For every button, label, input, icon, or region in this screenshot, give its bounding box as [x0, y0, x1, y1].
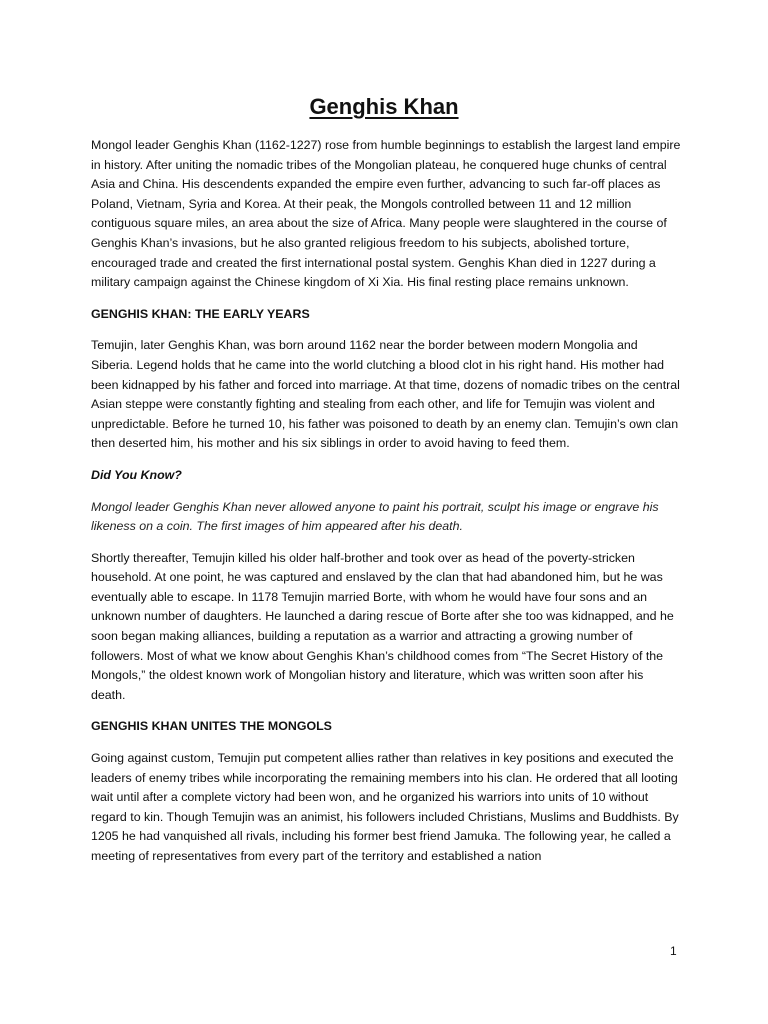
shortly-after-paragraph: Shortly thereafter, Temujin killed his older half-brother and took over as head of the poverty-stricken household. At one point, he was captured and enslaved by the clan that had abandoned him, but he was eventually able to escape. In 1178 Temujin married Borte, with whom he would have four sons and an unknown number of daughters. He launched a daring rescue of Borte after she too was kidnapped, and he soon began making alliances, building a reputation as a warrior and attracting a growing number of followers. Most of what we know about Genghis Khan’s childhood comes from “The Secret History of the Mongols,” the oldest known work of Mongolian history and literature, which was written soon after his death. [91, 550, 674, 702]
page-number: 1 [670, 944, 677, 958]
document-body [91, 136, 681, 879]
intro-paragraph: Mongol leader Genghis Khan (1162-1227) rose from humble beginnings to establish the largest land empire in history. After uniting the nomadic tribes of the Mongolian plateau, he conquered huge chunks of central Asia and China. His descendents expanded the empire even further, advancing to such far-off places as Poland, Vietnam, Syria and Korea. At their peak, the Mongols controlled between 11 and 12 million contiguous square miles, an area about the size of Africa. Many people were slaughtered in the course of Genghis Khan’s invasions, but he also granted religious freedom to his subjects, abolished torture, encouraged trade and created the first international postal system. Genghis Khan died in 1227 during a military campaign against the Chinese kingdom of Xi Xia. His final resting place remains unknown. [91, 138, 681, 290]
did-you-know-heading: Did You Know? [91, 467, 182, 482]
page-title: Genghis Khan [309, 94, 459, 119]
early-years-paragraph: Temujin, later Genghis Khan, was born around 1162 near the border between modern Mongolia and Siberia. Legend holds that he came into the world clutching a blood clot in his right hand. His mother had been kidnapped by his father and forced into marriage. At that time, dozens of nomadic tribes on the central Asian steppe were constantly fighting and stealing from each other, and life for Temujin was violent and unpredictable. Before he turned 10, his father was poisoned to death by an enemy clan. Temujin’s own clan then deserted him, his mother and his six siblings in order to avoid having to feed them. [91, 338, 680, 451]
did-you-know-paragraph: Mongol leader Genghis Khan never allowed anyone to paint his portrait, sculpt his image or engrave his likeness on a coin. The first images of him appeared after his death. [91, 499, 659, 534]
early-years-heading: GENGHIS KHAN: THE EARLY YEARS [91, 306, 310, 321]
unites-heading: GENGHIS KHAN UNITES THE MONGOLS [91, 719, 332, 734]
unites-paragraph: Going against custom, Temujin put competent allies rather than relatives in key positions and executed the leaders of enemy tribes while incorporating the remaining members into his clan. He ordered that all looting wait until after a complete victory had been won, and he organized his warriors into units of 10 without regard to kin. Though Temujin was an animist, his followers included Christians, Muslims and Buddhists. By 1205 he had vanquished all rivals, including his former best friend Jamuka. The following year, he called a meeting of representatives from every part of the territory and established a nation [91, 751, 679, 863]
